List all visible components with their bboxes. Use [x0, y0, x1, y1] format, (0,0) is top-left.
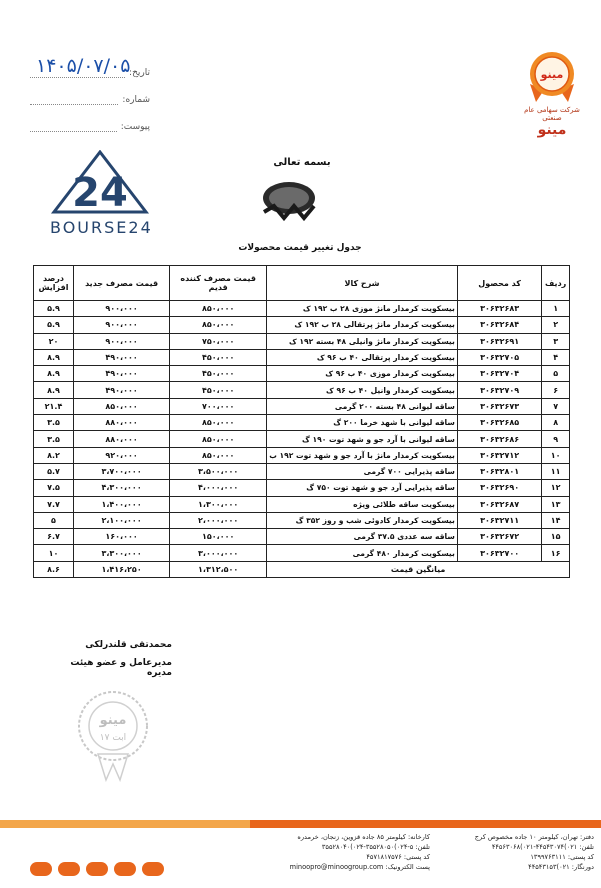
- row-new-price: ۴،۳۰۰،۰۰۰: [73, 480, 169, 496]
- row-name: بیسکویت کرمدار مانژ موزی ۲۸ ب ۱۹۲ ک: [267, 301, 458, 317]
- row-name: ساقه پذیرایی ۷۰۰ گرمی: [267, 463, 458, 479]
- table-row: [34, 382, 570, 398]
- table-header-row: [34, 266, 570, 301]
- row-name: بیسکویت کرمدار پرتقالی ۴۰ ب ۹۶ ک: [267, 349, 458, 365]
- office-fax: دورنگار: ۰۲۱)۴۴۵۴۳۱۵۳: [528, 863, 594, 871]
- average-row: [34, 561, 570, 577]
- row-code: ۳۰۶۳۲۶۹۱: [457, 333, 541, 349]
- row-new-price: ۱۶۰،۰۰۰: [73, 529, 169, 545]
- row-new-price: ۹۰۰،۰۰۰: [73, 333, 169, 349]
- footer-logo-icon: [86, 862, 108, 876]
- row-pct: ۵.۷: [34, 463, 74, 479]
- row-code: ۳۰۶۳۲۶۹۰: [457, 480, 541, 496]
- row-new-price: ۴۹۰،۰۰۰: [73, 366, 169, 382]
- email-label: پست الکترونیک:: [385, 863, 430, 871]
- header-pct: درصد افزایش: [34, 266, 74, 301]
- table-row: [34, 545, 570, 561]
- row-new-price: ۴۹۰،۰۰۰: [73, 349, 169, 365]
- signer-title: مدیرعامل و عضو هیئت مدیره: [70, 658, 172, 678]
- row-code: ۳۰۶۳۲۶۷۲: [457, 529, 541, 545]
- row-pct: ۸.۲: [34, 447, 74, 463]
- company-stamp: [68, 688, 158, 783]
- header-code: کد محصول: [457, 266, 541, 301]
- table-row: [34, 496, 570, 512]
- row-new-price: ۲،۱۰۰،۰۰۰: [73, 512, 169, 528]
- row-pct: ۷.۷: [34, 496, 74, 512]
- row-radif: ۳: [542, 333, 570, 349]
- footer-contact: [180, 832, 598, 888]
- footer-email: minoopro@minoogroup.com: [289, 863, 384, 871]
- row-code: ۳۰۶۳۲۷۱۱: [457, 512, 541, 528]
- row-name: بیسکویت کرمدار ۴۸۰ گرمی: [267, 545, 458, 561]
- row-new-price: ۸۵۰،۰۰۰: [73, 398, 169, 414]
- average-label: میانگین قیمت: [267, 561, 570, 577]
- header-new-price: قیمت مصرف جدید: [73, 266, 169, 301]
- footer-logo-icon: [30, 862, 52, 876]
- table-row: [34, 529, 570, 545]
- row-pct: ۵: [34, 512, 74, 528]
- table-title: جدول تغییر قیمت محصولات: [238, 243, 362, 253]
- table-row: [34, 431, 570, 447]
- row-radif: ۱۳: [542, 496, 570, 512]
- row-new-price: ۳،۳۰۰،۰۰۰: [73, 545, 169, 561]
- office-address: دفتر: تهران، کیلومتر ۱۰ جاده مخصوص کرج: [474, 833, 594, 841]
- row-new-price: ۳،۷۰۰،۰۰۰: [73, 463, 169, 479]
- row-old-price: ۸۵۰،۰۰۰: [170, 447, 267, 463]
- svg-text:مینو: مینو: [540, 68, 564, 81]
- row-pct: ۳.۵: [34, 415, 74, 431]
- row-old-price: ۳،۵۰۰،۰۰۰: [170, 463, 267, 479]
- row-name: بیسکویت کرمدار کادوئی شب و روز ۳۵۲ گ: [267, 512, 458, 528]
- table-row: [34, 398, 570, 414]
- date-label: تاریخ:: [129, 68, 150, 78]
- row-new-price: ۹۰۰،۰۰۰: [73, 317, 169, 333]
- row-name: بیسکویت کرمدار موزی ۴۰ ب ۹۶ ک: [267, 366, 458, 382]
- footer-logo-icon: [114, 862, 136, 876]
- row-code: ۳۰۶۳۲۶۸۵: [457, 415, 541, 431]
- row-radif: ۷: [542, 398, 570, 414]
- row-old-price: ۸۵۰،۰۰۰: [170, 301, 267, 317]
- table-row: [34, 447, 570, 463]
- bismillah: بسمه تعالی: [273, 157, 331, 168]
- factory-postal: کد پستی: ۴۵۷۱۸۱۷۵۷۶: [366, 853, 430, 861]
- row-radif: ۹: [542, 431, 570, 447]
- row-code: ۳۰۶۳۲۶۷۳: [457, 398, 541, 414]
- row-code: ۳۰۶۳۲۷۱۲: [457, 447, 541, 463]
- row-radif: ۱۴: [542, 512, 570, 528]
- footer-office: [434, 832, 594, 872]
- row-radif: ۱۵: [542, 529, 570, 545]
- row-pct: ۸.۹: [34, 349, 74, 365]
- row-pct: ۷.۵: [34, 480, 74, 496]
- row-name: بیسکویت ساقه طلائی ویژه: [267, 496, 458, 512]
- average-pct: ۸.۶: [34, 561, 74, 577]
- bourse24-watermark: [50, 150, 153, 237]
- row-radif: ۱۶: [542, 545, 570, 561]
- row-code: ۳۰۶۳۲۶۸۶: [457, 431, 541, 447]
- row-old-price: ۴۵۰،۰۰۰: [170, 349, 267, 365]
- row-pct: ۸.۹: [34, 382, 74, 398]
- row-pct: ۸.۹: [34, 366, 74, 382]
- table-row: [34, 366, 570, 382]
- row-radif: ۸: [542, 415, 570, 431]
- row-code: ۳۰۶۳۲۷۰۴: [457, 366, 541, 382]
- row-old-price: ۱۵۰،۰۰۰: [170, 529, 267, 545]
- number-label: شماره:: [122, 95, 150, 105]
- row-radif: ۱: [542, 301, 570, 317]
- attachment-dots: [30, 123, 117, 132]
- row-old-price: ۸۵۰،۰۰۰: [170, 415, 267, 431]
- row-new-price: ۸۸۰،۰۰۰: [73, 415, 169, 431]
- office-postal: کد پستی: ۱۳۹۹۷۶۳۱۱۱: [530, 853, 594, 861]
- footer-brand-logos: [30, 862, 170, 884]
- row-old-price: ۴،۰۰۰،۰۰۰: [170, 480, 267, 496]
- svg-text:ابت ۱۷: ابت ۱۷: [99, 733, 127, 743]
- row-new-price: ۴۹۰،۰۰۰: [73, 382, 169, 398]
- row-radif: ۱۱: [542, 463, 570, 479]
- row-code: ۳۰۶۳۲۶۸۳: [457, 301, 541, 317]
- row-pct: ۲۱.۴: [34, 398, 74, 414]
- row-old-price: ۴۵۰،۰۰۰: [170, 382, 267, 398]
- price-table: [33, 265, 570, 578]
- row-name: ساقه لیوانی ۴۸ بسته ۲۰۰ گرمی: [267, 398, 458, 414]
- row-new-price: ۱،۴۰۰،۰۰۰: [73, 496, 169, 512]
- table-row: [34, 480, 570, 496]
- table-row: [34, 349, 570, 365]
- company-brand: مینو: [537, 122, 567, 138]
- row-radif: ۲: [542, 317, 570, 333]
- minoo-logo-icon: [522, 50, 582, 102]
- row-pct: ۶.۷: [34, 529, 74, 545]
- row-old-price: ۴۵۰،۰۰۰: [170, 366, 267, 382]
- row-name: بیسکویت کرمدار مانژ وانیلی ۴۸ بسته ۱۹۲ ک: [267, 333, 458, 349]
- footer-email-line: [250, 862, 430, 872]
- average-old: ۱،۳۱۲،۵۰۰: [170, 561, 267, 577]
- footer-color-bar: [0, 820, 601, 828]
- row-code: ۳۰۶۳۲۶۸۴: [457, 317, 541, 333]
- footer-factory: [250, 832, 430, 872]
- row-name: ساقه لیوانی با آرد جو و شهد توت ۱۹۰ گ: [267, 431, 458, 447]
- company-name: شرکت سهامی عام صنعتی: [524, 106, 580, 122]
- header-old-price: قیمت مصرف کننده قدیم: [170, 266, 267, 301]
- seal-icon: [254, 178, 324, 224]
- factory-phone: تلفن: ۵-۰۲۴)۳۵۵۲۸۰۵۰-۰۲۴)۳۵۵۲۸۰۴۰: [321, 843, 430, 851]
- row-name: بیسکویت کرمدار مانژ پرتقالی ۲۸ ب ۱۹۲ ک: [267, 317, 458, 333]
- average-new: ۱،۴۱۶،۲۵۰: [73, 561, 169, 577]
- row-radif: ۴: [542, 349, 570, 365]
- row-old-price: ۷۵۰،۰۰۰: [170, 333, 267, 349]
- row-old-price: ۷۰۰،۰۰۰: [170, 398, 267, 414]
- office-phone: تلفن: ۰۲۱)۴۴۵۴۳۰۷۴-۰۲۱)۴۴۵۶۳۰۶۸: [491, 843, 594, 851]
- row-pct: ۲۰: [34, 333, 74, 349]
- stamp-icon: [68, 688, 158, 783]
- row-new-price: ۸۸۰،۰۰۰: [73, 431, 169, 447]
- row-radif: ۱۰: [542, 447, 570, 463]
- row-old-price: ۳،۰۰۰،۰۰۰: [170, 545, 267, 561]
- table-row: [34, 512, 570, 528]
- bourse24-text: BOURSE24: [50, 218, 153, 237]
- number-row: [30, 95, 150, 105]
- factory-address: کارخانه: کیلومتر ۸۵ جاده قزوین، زنجان، خرمدره: [297, 833, 430, 841]
- table-row: [34, 463, 570, 479]
- row-name: ساقه لیوانی با شهد خرما ۲۰۰ گ: [267, 415, 458, 431]
- bourse24-logo-icon: [50, 150, 150, 214]
- row-new-price: ۹۰۰،۰۰۰: [73, 301, 169, 317]
- row-radif: ۵: [542, 366, 570, 382]
- table-row: [34, 415, 570, 431]
- row-name: ساقه پذیرایی آرد جو و شهد توت ۷۵۰ گ: [267, 480, 458, 496]
- company-logo: [522, 50, 582, 138]
- signer-name: محمدتقی قلندرلکی: [85, 640, 172, 650]
- attachment-label: پیوست:: [120, 122, 150, 132]
- attachment-row: [30, 122, 150, 132]
- date-value: ۱۴۰۵/۰۷/۰۵: [36, 55, 131, 77]
- row-code: ۳۰۶۳۲۷۰۰: [457, 545, 541, 561]
- row-old-price: ۱،۳۰۰،۰۰۰: [170, 496, 267, 512]
- row-name: بیسکویت کرمدار وانیل ۴۰ ب ۹۶ ک: [267, 382, 458, 398]
- row-old-price: ۸۵۰،۰۰۰: [170, 317, 267, 333]
- calligraphy-seal: [254, 178, 324, 224]
- row-code: ۳۰۶۳۲۷۰۹: [457, 382, 541, 398]
- header-radif: ردیف: [542, 266, 570, 301]
- row-pct: ۱۰: [34, 545, 74, 561]
- row-radif: ۱۲: [542, 480, 570, 496]
- row-old-price: ۸۵۰،۰۰۰: [170, 431, 267, 447]
- row-name: بیسکویت کرمدار مانژ با آرد جو و شهد توت ۱۹۲ ب: [267, 447, 458, 463]
- row-code: ۳۰۶۳۲۷۰۵: [457, 349, 541, 365]
- svg-text:24: 24: [72, 170, 128, 214]
- svg-text:مینو: مینو: [99, 713, 127, 728]
- row-pct: ۵.۹: [34, 317, 74, 333]
- row-old-price: ۲،۰۰۰،۰۰۰: [170, 512, 267, 528]
- row-code: ۳۰۶۳۲۶۸۷: [457, 496, 541, 512]
- row-name: ساقه سه عددی ۳۷.۵ گرمی: [267, 529, 458, 545]
- row-radif: ۶: [542, 382, 570, 398]
- row-pct: ۳.۵: [34, 431, 74, 447]
- header-name: شرح کالا: [267, 266, 458, 301]
- row-new-price: ۹۲۰،۰۰۰: [73, 447, 169, 463]
- table-row: [34, 333, 570, 349]
- row-code: ۳۰۶۳۲۸۰۱: [457, 463, 541, 479]
- table-row: [34, 301, 570, 317]
- table-row: [34, 317, 570, 333]
- footer-logo-icon: [142, 862, 164, 876]
- row-pct: ۵.۹: [34, 301, 74, 317]
- number-dots: [30, 96, 118, 105]
- footer-logo-icon: [58, 862, 80, 876]
